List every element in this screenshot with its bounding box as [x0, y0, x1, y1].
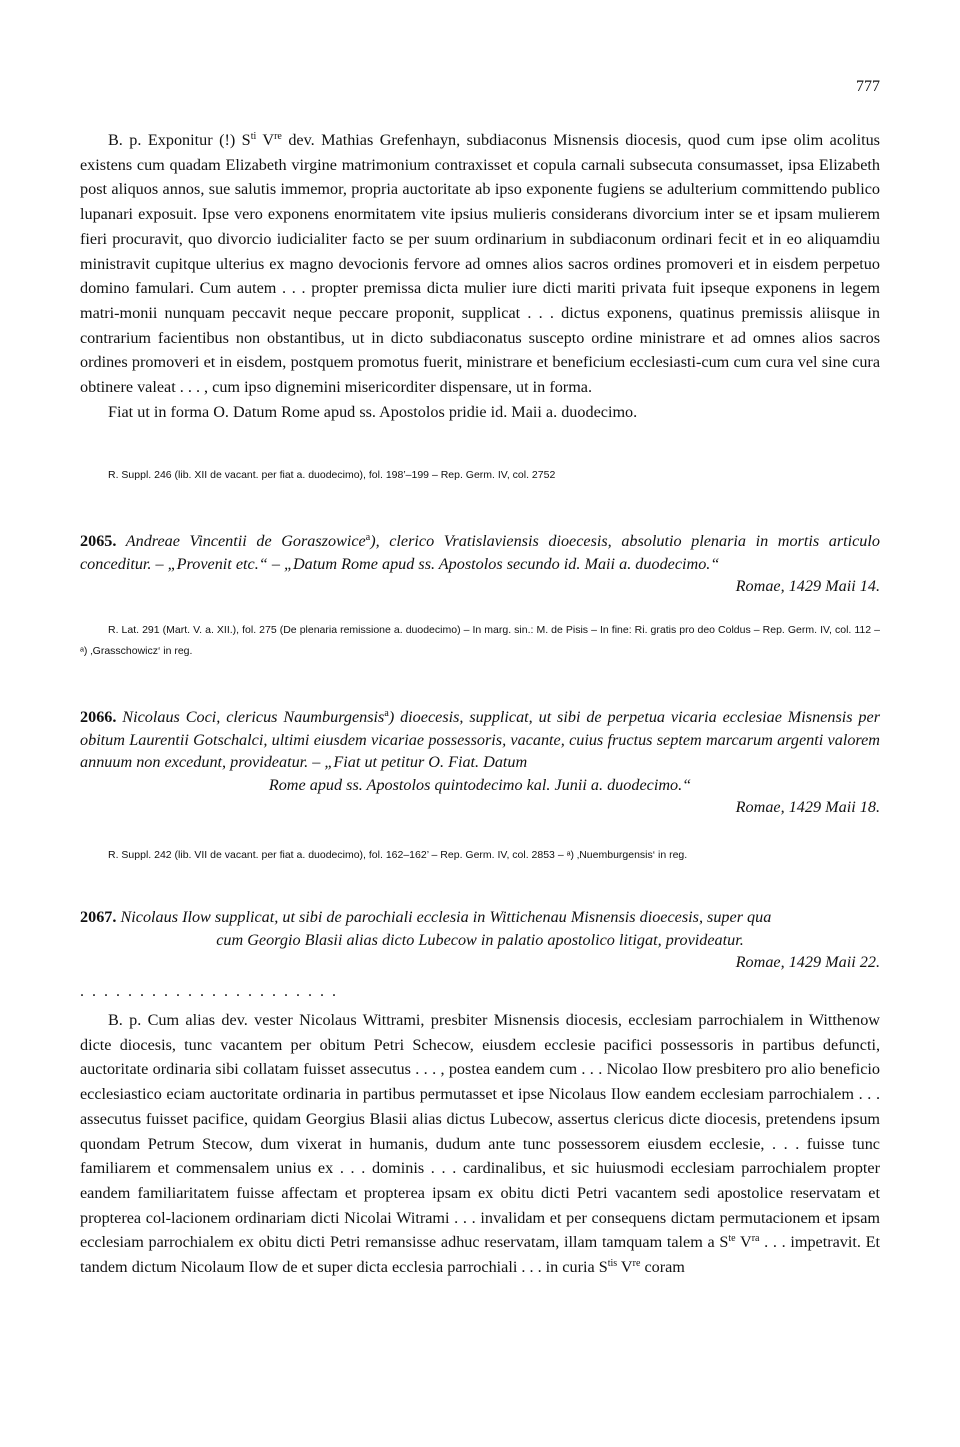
entry-2067-date: Romae, 1429 Maii 22. — [735, 953, 880, 971]
entry-2064 — [80, 128, 880, 424]
entry-2066 — [80, 706, 880, 819]
entry-2065-heading: 2065. Andreae Vincentii de Goraszowice$^a$), clerico Vratislaviensis dioecesis, absolutio plenaria in mortis articulo conceditur. – „Provenit etc.“ – „Datum Rome apud ss. Apostolos secundo id. Maii a. duodecimo.“ — [80, 532, 880, 573]
entry-2065-date: Romae, 1429 Maii 14. — [735, 577, 880, 595]
entry-2066-heading: 2066. Nicolaus Coci, clericus Naumburgensis$^a$) dioecesis, supplicat, ut sibi de perpetua vicaria ecclesiae Misnensis per obitum Laurentii Gotschalci, ultimi eiusdem vicariae possessoris, vacante, cuius fructus septem marcarum argenti valorem annuum non excedunt, provideatur. – „Fiat ut petitur O. Fiat. Datum Rome apud ss. Apostolos quintodecimo kal. Junii a. duodecimo.“ — [80, 708, 880, 794]
entry-2064-body: B. p. Exponitur (!) $S^{ti}$ Vre dev. Mathias Grefenhayn, subdiaconus Misnensis diocesis, quod cum ipse olim acolitus existens cum quadam Elizabeth virgine matrimonium contraxisset et copula carnali subsecuta consumasset, ipsa Elizabeth post aliquos annos, sue salutis immemor, propria auctoritate ab ipso exponente fugiens se adulterium committendo publico lupanari exposuit. Ipse vero exponens enormitatem vite ipsius mulieris considerans divorcium inter se et ipsam mulierem fieri procuravit, quo divorcio iudicialiter facto se per suum ordinarium in subdiaconum ordinari fecit et in eo aliquamdiu ministravit cupitque ulterius ex magno devocionis fervore ad omnes alios sacros ordines promoveri et in eisdem perpetuo domino famulari. Cum autem . . . propter premissa dicta mulier iure dicti mariti privata fuit ipseque exponens in legem matri-monii nunquam peccavit neque peccare proponit, supplicat . . . dictus exponens, quatinus premissis aliisque in contrarium facientibus non obstantibus, ut in dicto subdiaconatus suscepto ordine ministrare et ad omnes alios sacros ordines promoveri et in eisdem, postquem promotus fuerit, ministrare et beneficium ecclesiasti-cum cum cura vel sine cura obtinere valeat . . . , cum ipso dignemini misericorditer dispensare, ut in forma. — [80, 131, 880, 397]
entry-2066-source: R. Suppl. 242 (lib. VII de vacant. per fiat a. duodecimo), fol. 162–162’ – Rep. Germ. IV, col. 2853 – ᵃ) ‚Nuemburgensis‘ in reg. — [108, 849, 688, 861]
entry-2064-source: R. Suppl. 246 (lib. XII de vacant. per fiat a. duodecimo), fol. 198’–199 – Rep. Germ. IV, col. 2752 — [108, 469, 556, 481]
entry-2065-source: R. Lat. 291 (Mart. V. a. XII.), fol. 275 (De plenaria remissione a. duodecimo) – In marg. sin.: M. de Pisis – In fine: Ri. gratis pro deo Coldus – Rep. Germ. IV, col. 112 – ᵃ) ‚Grasschowicz‘ in reg. — [80, 624, 880, 657]
entry-2067-body: B. p. Cum alias dev. vester Nicolaus Wittrami, presbiter Misnensis diocesis, ecclesiam parrochialem in Witthenow dicte diocesis, tunc vacantem per obitum Petri Schecow, eiusdem ecclesie pacifici possessoris in partibus defuncti, auctoritate ordinaria sibi collatam fuisset assecutus . . . , postea eandem cum . . . Nicolao Ilow presbitero pro alio beneficio ecclesiastico eciam auctoritate ordinaria in partibus permutasset et ipse Nicolaus Ilow eandem ecclesiam parrochialem . . . assecutus fuisset pacifice, quidam Georgius Blasii alias dictus Lubecow, assertus clericus dicte diocesis, pretendens ipsum quondam Petrum Stecow, dum vixerat in humanis, dudum ante tunc possessorem eiusdem ecclesie, . . . fuisse tunc familiarem et commensalem unius ex . . . dominis . . . cardinalibus, et sic huiusmodi ecclesiam parrochialem propter eandem familiaritatem fuisse affectam et propterea ipsam ex obitu dicti Petri vacantem sedi apostolice reservatam et propterea col-lacionem ordinariam dicti Nicolai Witrami . . . invalidam et per consequens dictam permutacionem et ipsam ecclesiam parrochialem ex obitu dicti Petri remansisse adhuc reservatam, illam tamquam talem a $S^{te}$ $V^{ra}$ . . . impetravit. Et tandem dictum Nicolaum Ilow de et super dicta ecclesia parrochiali . . . in curia $S^{tis}$ Vre coram — [80, 1011, 880, 1277]
entry-2065 — [80, 530, 880, 598]
entry-2066-date: Romae, 1429 Maii 18. — [735, 798, 880, 816]
entry-2067 — [80, 906, 880, 974]
page-number: 777 — [856, 78, 880, 95]
omission-dots: . . . . . . . . . . . . . . . . . . . . . . — [80, 983, 338, 1000]
entry-2064-fiat: Fiat ut in forma O. Datum Rome apud ss. Apostolos pridie id. Maii a. duodecimo. — [108, 402, 638, 421]
entry-2067-heading: 2067. Nicolaus Ilow supplicat, ut sibi de parochiali ecclesia in Wittichenau Misnensis dioecesis, super qua cum Georgio Blasii alias dicto Lubecow in palatio apostolico litigat, provideatur. — [80, 908, 772, 949]
